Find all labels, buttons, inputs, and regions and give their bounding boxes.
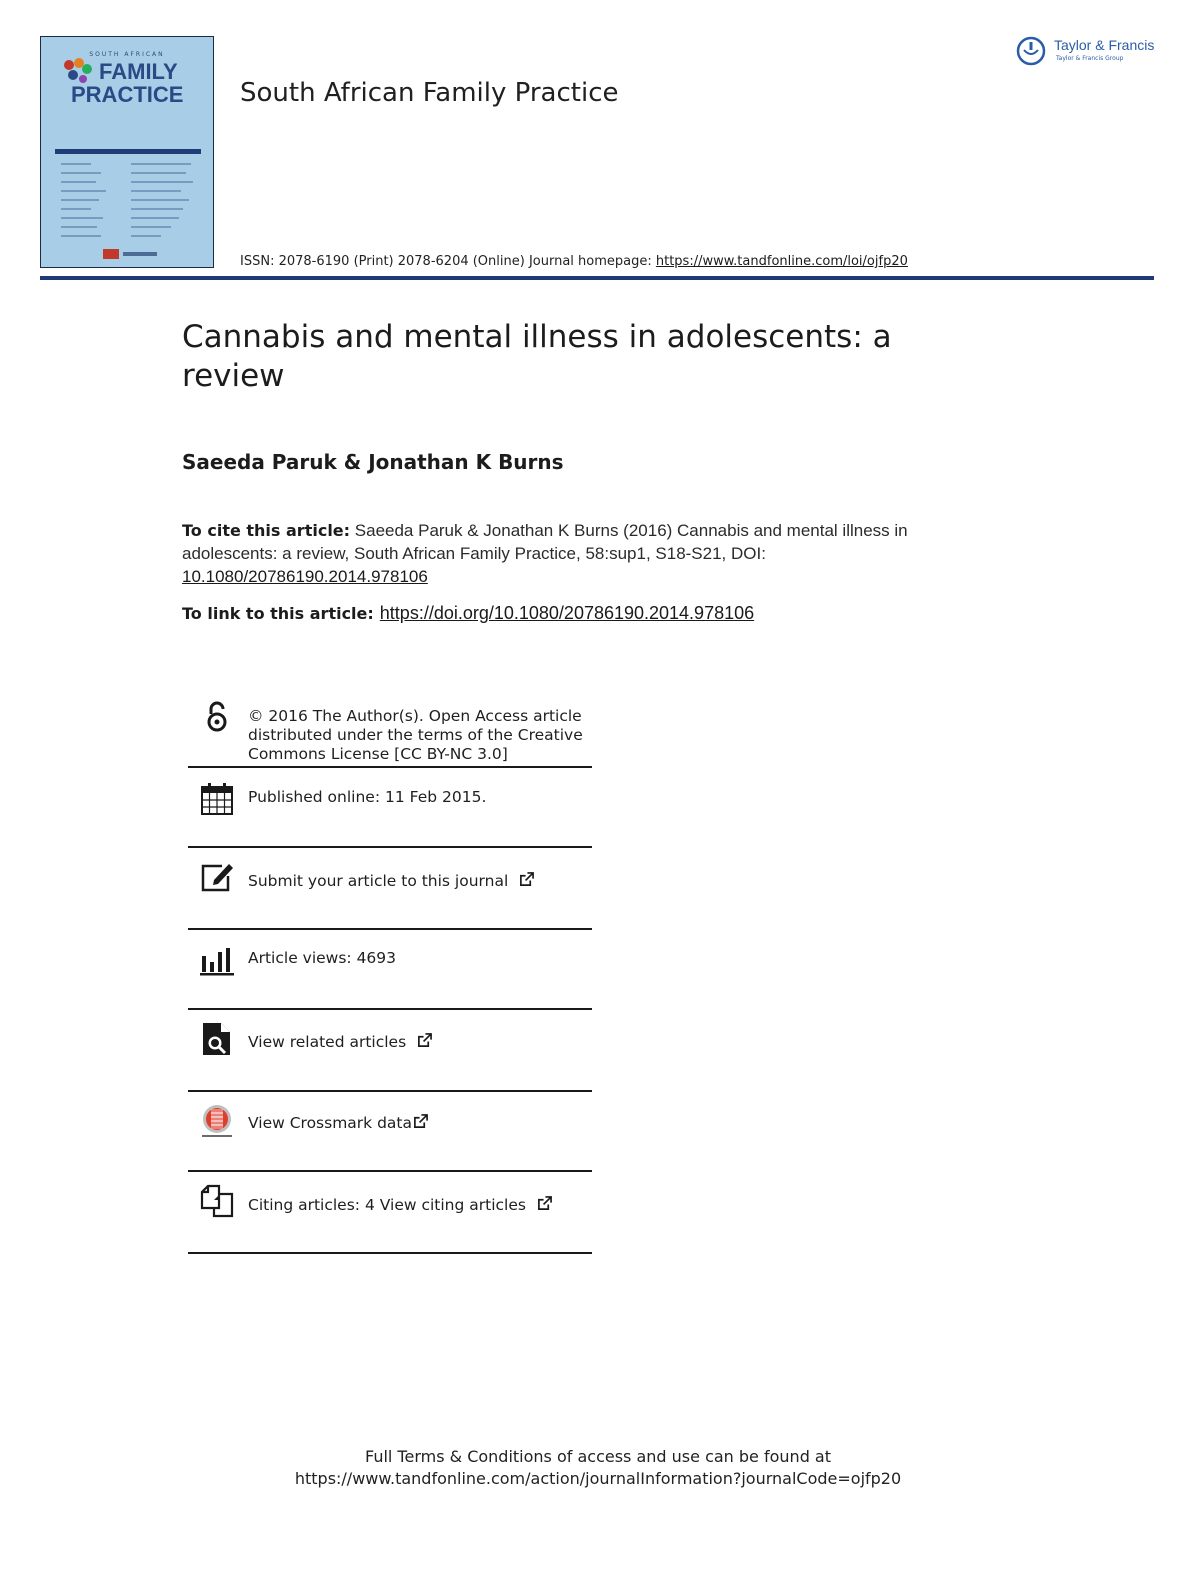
related-link[interactable] xyxy=(248,1033,432,1051)
publisher-logo[interactable] xyxy=(1016,36,1156,70)
crossmark-icon xyxy=(200,1104,234,1138)
crossmark-link[interactable] xyxy=(248,1114,428,1132)
header-divider xyxy=(40,276,1154,280)
submit-item[interactable] xyxy=(188,848,592,930)
cover-banner: SOUTH AFRICAN xyxy=(89,51,165,58)
journal-name: South African Family Practice xyxy=(240,78,619,108)
open-access-icon xyxy=(200,700,234,734)
cover-title-line1: FAMILY xyxy=(99,59,178,84)
bar-chart-icon xyxy=(200,942,234,976)
calendar-icon xyxy=(200,782,234,816)
article-authors: Saeeda Paruk & Jonathan K Burns xyxy=(182,450,564,474)
journal-homepage-link[interactable]: https://www.tandfonline.com/loi/ojfp20 xyxy=(655,254,908,269)
footer-terms-text: Full Terms & Conditions of access and use can be found at xyxy=(364,1447,832,1466)
cite-label: To cite this article: xyxy=(182,521,351,540)
cover-publisher-mark xyxy=(103,249,119,259)
cover-publisher-name xyxy=(123,252,157,256)
footer-terms-link[interactable]: https://www.tandfonline.com/action/journalInformation?journalCode=ojfp20 xyxy=(294,1469,902,1488)
publisher-brand: Taylor & Francis xyxy=(1054,37,1155,53)
crossmark-text: View Crossmark data xyxy=(248,1114,412,1132)
views-text: Article views: 4693 xyxy=(248,949,397,967)
citing-text-line xyxy=(248,1196,552,1214)
open-access-item xyxy=(188,700,592,768)
cover-logo-icon xyxy=(61,57,95,85)
submit-text: Submit your article to this journal xyxy=(248,872,509,890)
taylor-francis-logo-icon xyxy=(1016,36,1046,66)
cover-band xyxy=(55,149,201,154)
published-item xyxy=(188,768,592,848)
issn-text: ISSN: 2078-6190 (Print) 2078-6204 (Online) Journal homepage: xyxy=(240,254,656,269)
citing-count: Citing articles: 4 xyxy=(248,1196,380,1214)
edit-icon xyxy=(200,860,234,894)
journal-cover-image xyxy=(40,36,214,268)
article-link-block xyxy=(182,603,754,624)
cite-text: Saeeda Paruk & Jonathan K Burns (2016) Cannabis and mental illness in adolescents: a review, South African Family Practice, 58:sup1, S18-S21, DOI: xyxy=(182,521,908,563)
citing-item xyxy=(188,1172,592,1254)
crossmark-item[interactable] xyxy=(188,1092,592,1172)
related-text: View related articles xyxy=(248,1033,407,1051)
issn-line xyxy=(240,254,908,269)
copy-documents-icon xyxy=(200,1184,234,1218)
external-link-icon xyxy=(413,1114,428,1129)
external-link-icon xyxy=(519,872,534,887)
cite-doi-link[interactable]: 10.1080/20786190.2014.978106 xyxy=(182,567,428,586)
related-item[interactable] xyxy=(188,1010,592,1092)
submit-link[interactable] xyxy=(248,872,534,890)
article-doi-link[interactable]: https://doi.org/10.1080/20786190.2014.978106 xyxy=(379,603,755,623)
external-link-icon xyxy=(417,1033,432,1048)
publisher-subbrand: Taylor & Francis Group xyxy=(1056,55,1124,62)
open-access-text: © 2016 The Author(s). Open Access article distributed under the terms of the Creative Commons License [CC BY-NC 3.0] xyxy=(248,707,583,763)
search-document-icon xyxy=(200,1022,234,1056)
footer xyxy=(0,1446,1196,1490)
article-title: Cannabis and mental illness in adolescents: a review xyxy=(182,319,892,394)
cover-contents xyxy=(61,159,201,249)
link-label: To link to this article: xyxy=(182,604,374,623)
views-item xyxy=(188,930,592,1010)
cover-title-line2: PRACTICE xyxy=(71,82,184,107)
citation-block xyxy=(182,519,942,588)
citing-link[interactable]: View citing articles xyxy=(379,1196,526,1214)
external-link-icon xyxy=(537,1196,552,1211)
published-text: Published online: 11 Feb 2015. xyxy=(248,788,487,806)
